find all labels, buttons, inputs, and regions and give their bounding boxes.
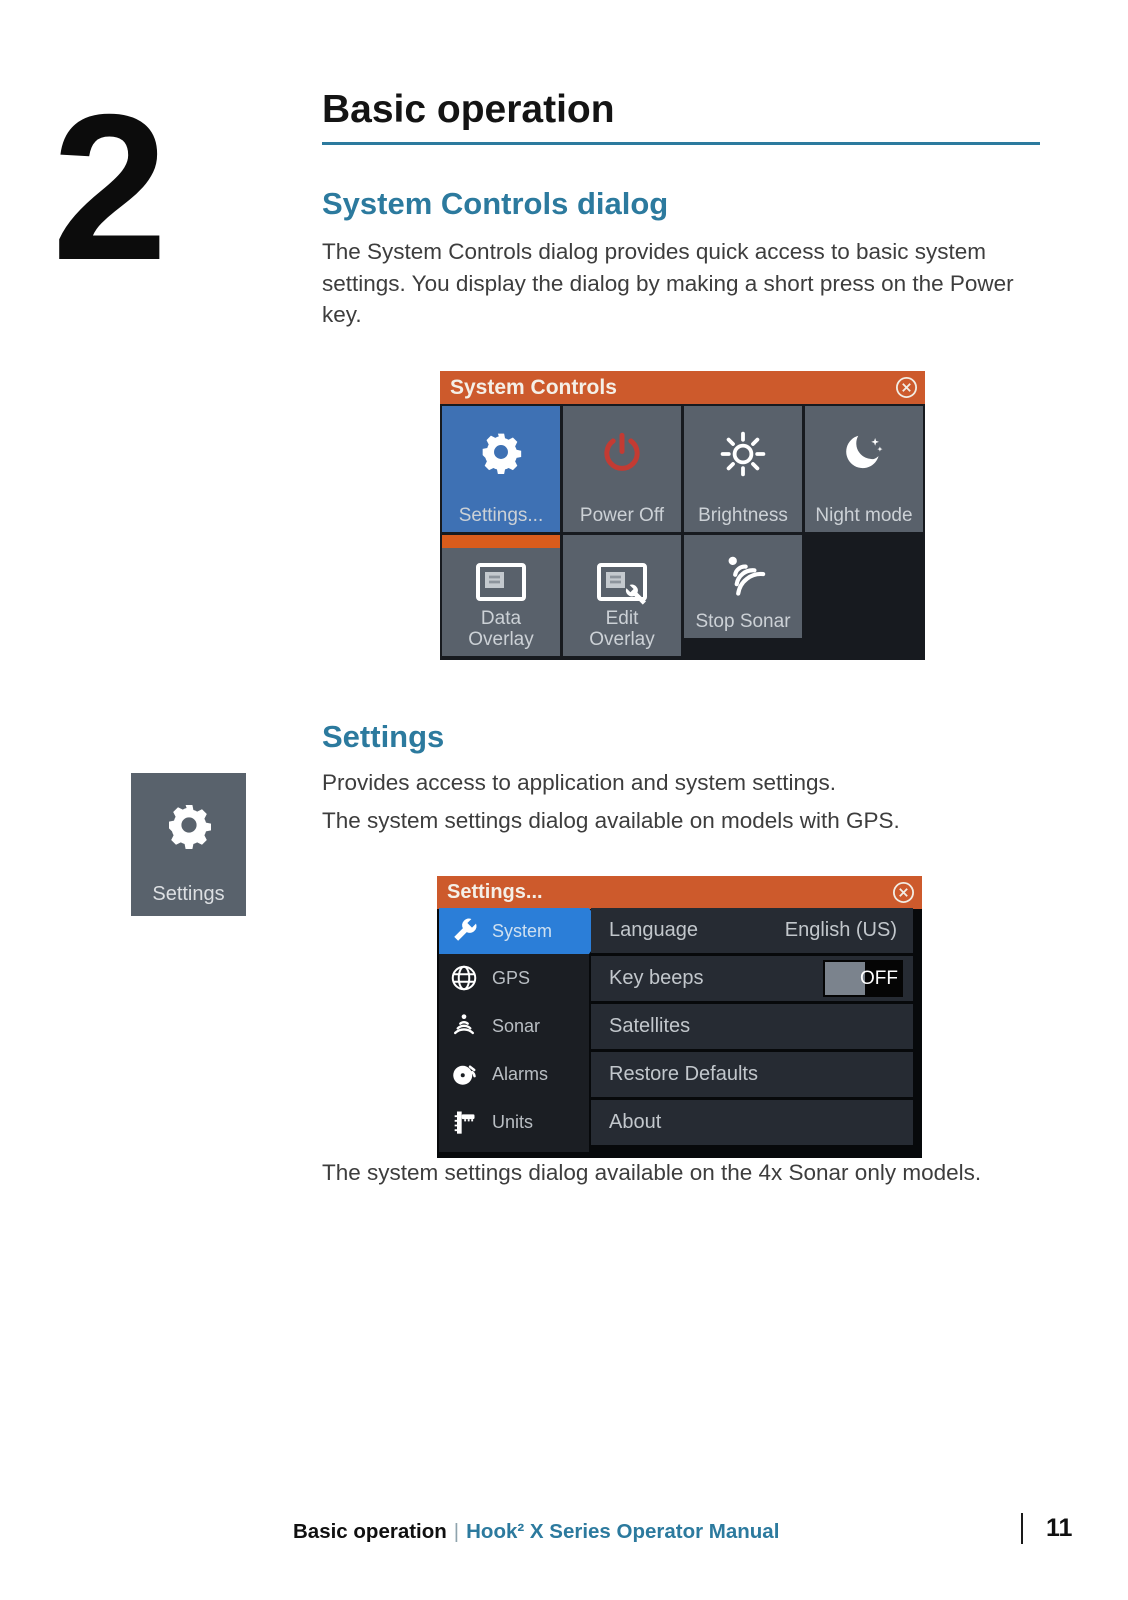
tile-label: Brightness [698, 505, 788, 526]
footer-section: Basic operation [293, 1520, 447, 1543]
settings-sidebar [439, 908, 589, 1152]
tile-label: Night mode [815, 505, 913, 526]
system-controls-dialog [440, 371, 925, 660]
tile-label: Power Off [579, 505, 665, 526]
sidebar-item-label: Alarms [492, 1063, 549, 1084]
settings-body-1: Provides access to application and system settings. [322, 770, 837, 795]
sidebar-item-label: Units [492, 1111, 534, 1132]
ruler-icon [447, 1108, 481, 1136]
tile-grid [442, 406, 923, 656]
row-satellites[interactable] [591, 1004, 913, 1049]
power-icon [563, 430, 681, 476]
gear-icon [442, 430, 560, 474]
tile-highlight-bar [442, 535, 560, 548]
row-language[interactable] [591, 908, 913, 953]
settings-button-label: Settings [152, 883, 225, 905]
globe-icon [447, 963, 481, 993]
close-icon[interactable] [892, 881, 915, 904]
gear-icon [131, 801, 246, 849]
tile-label: Stop Sonar [695, 611, 791, 632]
section-heading-settings: Settings [322, 719, 445, 754]
chapter-number: 2 [52, 72, 162, 304]
toggle-knob [825, 962, 865, 995]
settings-button-tile[interactable] [131, 773, 246, 916]
sidebar-item-label: System [492, 920, 553, 941]
moon-icon [805, 430, 923, 476]
brightness-icon [684, 430, 802, 478]
tile-power-off[interactable] [563, 406, 681, 532]
toggle-state-label: OFF [860, 968, 898, 989]
sidebar-item-sonar[interactable] [439, 1002, 589, 1050]
row-label: About [609, 1111, 662, 1133]
row-label: Language [609, 919, 698, 941]
wrench-icon [447, 916, 481, 946]
settings-body-2: The system settings dialog available on models with GPS. [322, 808, 900, 833]
row-value: English (US) [784, 919, 897, 941]
tile-label: Edit Overlay [589, 608, 655, 650]
footer-manual-title: Hook² X Series Operator Manual [466, 1520, 780, 1543]
tile-label: Settings... [458, 505, 544, 526]
sonar-icon [447, 1012, 481, 1040]
tile-stop-sonar[interactable] [684, 535, 802, 638]
dialog-title: System Controls [450, 376, 617, 399]
sidebar-item-gps[interactable] [439, 954, 589, 1002]
row-label: Restore Defaults [609, 1063, 758, 1085]
data-overlay-icon [442, 561, 560, 605]
tile-brightness[interactable] [684, 406, 802, 532]
footer-separator: | [453, 1520, 460, 1543]
sidebar-item-label: GPS [492, 967, 531, 988]
sidebar-item-alarms[interactable] [439, 1050, 589, 1098]
sidebar-item-label: Sonar [492, 1015, 541, 1036]
alarm-icon [447, 1059, 481, 1089]
key-beeps-toggle[interactable] [823, 960, 903, 997]
section-body-system-controls: The System Controls dialog provides quick access to basic system settings. You display the dialog by making a short press on the Power key. [322, 239, 1014, 327]
title-divider [322, 142, 1040, 145]
tile-empty [805, 535, 923, 656]
settings-rows [591, 908, 913, 1148]
sidebar-item-system[interactable] [439, 908, 589, 954]
sidebar-item-units[interactable] [439, 1098, 589, 1146]
dialog-titlebar [437, 876, 922, 909]
settings-dialog [437, 876, 922, 1158]
close-icon[interactable] [895, 376, 918, 399]
footer [293, 1520, 779, 1544]
settings-body-3: The system settings dialog available on the 4x Sonar only models. [322, 1160, 982, 1185]
dialog-title: Settings... [447, 881, 543, 903]
tile-data-overlay[interactable] [442, 535, 560, 656]
tile-label: Data Overlay [468, 608, 534, 650]
tile-night-mode[interactable] [805, 406, 923, 532]
footer-page-divider [1021, 1513, 1023, 1544]
row-label: Satellites [609, 1015, 691, 1037]
footer-page-number: 11 [1046, 1514, 1073, 1542]
row-about[interactable] [591, 1100, 913, 1145]
row-restore-defaults[interactable] [591, 1052, 913, 1097]
edit-overlay-icon [563, 561, 681, 605]
section-heading-system-controls: System Controls dialog [322, 186, 669, 221]
sonar-icon [684, 549, 802, 599]
row-label: Key beeps [609, 967, 704, 989]
tile-edit-overlay[interactable] [563, 535, 681, 656]
row-key-beeps[interactable] [591, 956, 913, 1001]
tile-settings[interactable] [442, 406, 560, 532]
page-title: Basic operation [322, 88, 615, 131]
dialog-titlebar [440, 371, 925, 404]
